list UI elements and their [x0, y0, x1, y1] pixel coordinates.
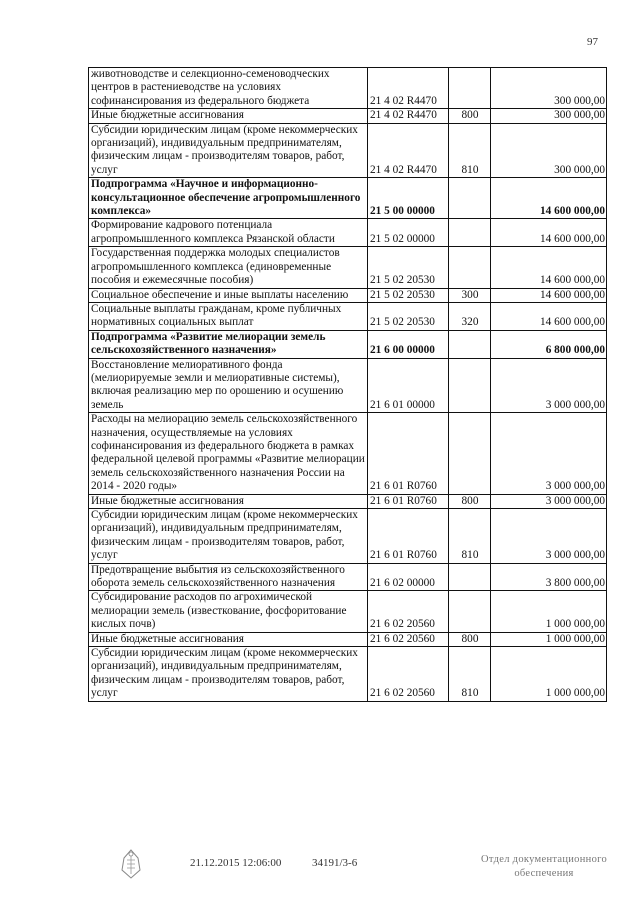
row-sum-cell: 14 600 000,00 [491, 219, 607, 247]
row-kind-cell [449, 247, 491, 288]
row-code-cell: 21 6 02 20560 [368, 591, 449, 632]
row-code-cell: 21 6 02 20560 [368, 632, 449, 646]
row-name-cell: Подпрограмма «Научное и информационно-консультационное обеспечение агропромышленного комплекса» [89, 178, 368, 219]
row-name-cell: Расходы на мелиорацию земель сельскохозяйственного назначения, осуществляемые на условиях софинансирования из федерального бюджета в рамках федеральной целевой программы «Развитие мелиорации земель сельскохозяйственного назначения России на 2014 - 2020 годы» [89, 413, 368, 494]
row-kind-cell [449, 330, 491, 358]
department-stamp [476, 853, 612, 881]
row-sum-cell: 3 800 000,00 [491, 563, 607, 591]
row-sum-cell: 3 000 000,00 [491, 413, 607, 494]
row-code-cell: 21 6 02 20560 [368, 647, 449, 702]
row-sum-cell: 14 600 000,00 [491, 288, 607, 302]
row-kind-cell [449, 413, 491, 494]
row-name-cell: Иные бюджетные ассигнования [89, 109, 368, 123]
table-row [89, 330, 607, 358]
row-sum-cell: 1 000 000,00 [491, 647, 607, 702]
row-sum-cell: 14 600 000,00 [491, 178, 607, 219]
row-name-cell: Государственная поддержка молодых специалистов агропромышленного комплекса (единовременные пособия и ежемесячные пособия) [89, 247, 368, 288]
table-row [89, 302, 607, 330]
row-sum-cell: 14 600 000,00 [491, 302, 607, 330]
row-kind-cell: 810 [449, 123, 491, 178]
row-code-cell: 21 5 00 00000 [368, 178, 449, 219]
row-code-cell: 21 6 00 00000 [368, 330, 449, 358]
footer-datetime: 21.12.2015 12:06:00 [190, 857, 282, 869]
row-code-cell: 21 5 02 20530 [368, 302, 449, 330]
row-kind-cell [449, 68, 491, 109]
budget-table [88, 67, 607, 702]
table-row [89, 247, 607, 288]
row-name-cell: Субсидии юридическим лицам (кроме некоммерческих организаций), индивидуальным предпринимателям, физическим лицам - производителям товаров, работ, услуг [89, 647, 368, 702]
stamp-line-2: обеспечения [514, 868, 574, 879]
row-name-cell: Социальное обеспечение и иные выплаты населению [89, 288, 368, 302]
table-row [89, 219, 607, 247]
row-sum-cell: 3 000 000,00 [491, 494, 607, 508]
row-sum-cell: 300 000,00 [491, 123, 607, 178]
row-kind-cell: 800 [449, 109, 491, 123]
row-code-cell: 21 6 01 R0760 [368, 494, 449, 508]
row-name-cell: Субсидирование расходов по агрохимической мелиорации земель (известкование, фосфоритование кислых почв) [89, 591, 368, 632]
table-row [89, 178, 607, 219]
row-code-cell: 21 6 02 00000 [368, 563, 449, 591]
row-code-cell: 21 4 02 R4470 [368, 123, 449, 178]
row-kind-cell: 320 [449, 302, 491, 330]
row-name-cell: Иные бюджетные ассигнования [89, 632, 368, 646]
row-code-cell: 21 5 02 20530 [368, 288, 449, 302]
row-name-cell: Субсидии юридическим лицам (кроме некоммерческих организаций), индивидуальным предпринимателям, физическим лицам - производителям товаров, работ, услуг [89, 509, 368, 564]
table-row [89, 632, 607, 646]
row-code-cell: 21 6 01 R0760 [368, 413, 449, 494]
row-code-cell: 21 6 01 R0760 [368, 509, 449, 564]
table-row [89, 68, 607, 109]
table-row [89, 509, 607, 564]
row-sum-cell: 300 000,00 [491, 68, 607, 109]
row-sum-cell: 300 000,00 [491, 109, 607, 123]
row-sum-cell: 3 000 000,00 [491, 358, 607, 413]
row-name-cell: Социальные выплаты гражданам, кроме публичных нормативных социальных выплат [89, 302, 368, 330]
row-name-cell: Формирование кадрового потенциала агропромышленного комплекса Рязанской области [89, 219, 368, 247]
page-number: 97 [587, 36, 598, 48]
row-kind-cell: 810 [449, 509, 491, 564]
row-name-cell: Подпрограмма «Развитие мелиорации земель сельскохозяйственного назначения» [89, 330, 368, 358]
row-name-cell: животноводстве и селекционно-семеноводческих центров в растениеводстве на условиях софинансирования из федерального бюджета [89, 68, 368, 109]
row-kind-cell [449, 358, 491, 413]
table-row [89, 494, 607, 508]
row-kind-cell [449, 591, 491, 632]
table-row [89, 647, 607, 702]
table-row [89, 413, 607, 494]
row-kind-cell [449, 178, 491, 219]
row-code-cell: 21 4 02 R4470 [368, 109, 449, 123]
row-kind-cell [449, 563, 491, 591]
row-code-cell: 21 6 01 00000 [368, 358, 449, 413]
table-row [89, 123, 607, 178]
coat-of-arms-icon [118, 848, 144, 880]
table-row [89, 288, 607, 302]
row-sum-cell: 1 000 000,00 [491, 632, 607, 646]
row-name-cell: Восстановление мелиоративного фонда (мелиорируемые земли и мелиоративные системы), включая реализацию мер по орошению и осушению земель [89, 358, 368, 413]
row-kind-cell: 810 [449, 647, 491, 702]
row-name-cell: Иные бюджетные ассигнования [89, 494, 368, 508]
row-kind-cell [449, 219, 491, 247]
table-row [89, 563, 607, 591]
row-sum-cell: 3 000 000,00 [491, 509, 607, 564]
table-row [89, 591, 607, 632]
stamp-line-1: Отдел документационного [480, 854, 608, 865]
budget-table-body [89, 68, 607, 702]
row-sum-cell: 14 600 000,00 [491, 247, 607, 288]
row-name-cell: Субсидии юридическим лицам (кроме некоммерческих организаций), индивидуальным предпринимателям, физическим лицам - производителям товаров, работ, услуг [89, 123, 368, 178]
row-kind-cell: 800 [449, 632, 491, 646]
row-kind-cell: 800 [449, 494, 491, 508]
row-code-cell: 21 4 02 R4470 [368, 68, 449, 109]
table-row [89, 109, 607, 123]
row-code-cell: 21 5 02 00000 [368, 219, 449, 247]
row-code-cell: 21 5 02 20530 [368, 247, 449, 288]
table-row [89, 358, 607, 413]
row-sum-cell: 6 800 000,00 [491, 330, 607, 358]
row-kind-cell: 300 [449, 288, 491, 302]
row-name-cell: Предотвращение выбытия из сельскохозяйственного оборота земель сельскохозяйственного назначения [89, 563, 368, 591]
row-sum-cell: 1 000 000,00 [491, 591, 607, 632]
footer-doc-number: 34191/3-6 [312, 857, 358, 869]
